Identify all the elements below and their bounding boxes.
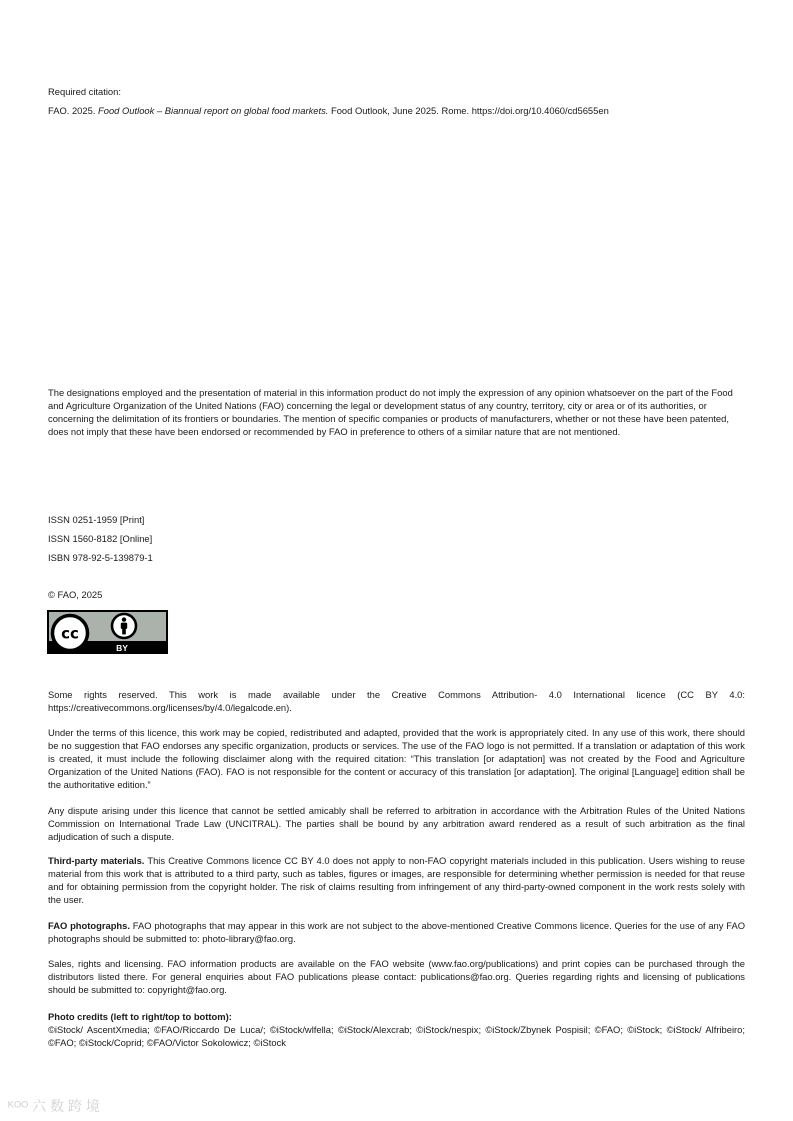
licence-dispute-text: Any dispute arising under this licence that cannot be settled amicably shall be referred to arbitration in accordance with the Arbitration Rules of the United Nations Commission on International Trade Law (UNCITRAL). The parties shall be bound by any arbitration award rendered as a result of such arbitration as the final adjudication of such a dispute. [48,805,745,842]
licence-rights-section [48,688,745,714]
copyright-notice: © FAO, 2025 [48,589,103,600]
fao-photographs-body: FAO photographs that may appear in this work are not subject to the above-mentioned Creative Commons licence. Queries for the use of any FAO photographs should be submitted to: photo-library@fao.org. [48,920,745,944]
identifiers-section [48,513,745,570]
watermark-logo-icon: ᴷᴼᴼ [8,1098,33,1114]
third-party-text [48,854,745,906]
cc-by-label: BY [116,643,128,653]
copyright-section [48,588,745,601]
fao-photographs-label: FAO photographs. [48,920,130,931]
third-party-label: Third-party materials. [48,855,145,866]
fao-photographs-text [48,919,745,945]
third-party-body: This Creative Commons licence CC BY 4.0 does not apply to non-FAO copyright materials included in this publication. Users wishing to reuse material from this work that is attributed to a third party, such as tables, figures or images, are responsible for determining whether permission is needed for that reuse and for obtaining permission from the copyright holder. The risk of claims resulting from infringement of any third-party-owned component in the work rests solely with the user. [48,855,745,905]
fao-photographs-section [48,919,745,945]
photo-credits-section [48,1010,745,1049]
citation-label: Required citation: [48,86,121,97]
licence-terms-text: Under the terms of this licence, this work may be copied, redistributed and adapted, provided that the work is appropriately cited. In any use of this work, there should be no suggestion that FAO endorses any specific organization, products or services. The use of the FAO logo is not permitted. If a translation or adaptation of this work is created, it must include the following disclaimer along with the required citation: “This translation [or adaptation] was not created by the Food and Agriculture Organization of the United Nations (FAO). FAO is not responsible for the content or accuracy of this translation [or adaptation]. The original [Language] edition shall be the authoritative edition.” [48,727,745,790]
photo-credits-label: Photo credits (left to right/top to bottom): [48,1011,232,1022]
citation-title: Food Outlook – Biannual report on global food markets. [98,105,329,116]
watermark [8,1097,100,1115]
licence-terms-section [48,726,745,791]
cc-icon [50,613,90,653]
sales-text: Sales, rights and licensing. FAO information products are available on the FAO website (www.fao.org/publications) and print copies can be purchased through the distributors listed there. For general enquiries about FAO publications please contact: publications@fao.org. Queries regarding rights and licensing of publications should be submitted to: copyright@fao.org. [48,958,745,995]
attribution-person-icon [110,612,138,640]
third-party-section [48,854,745,906]
cc-by-license-badge [47,610,168,654]
citation-prefix: FAO. 2025. [48,105,99,116]
sales-section [48,957,745,996]
citation-text [48,104,745,117]
photo-credits-text: ©iStock/ AscentXmedia; ©FAO/Riccardo De Luca/; ©iStock/wlfella; ©iStock/Alexcrab; ©iStock/nespix; ©iStock/Zbynek Pospisil; ©FAO; ©iStock; ©iStock/ Alfribeiro; ©FAO; ©iStock/Coprid; ©FAO/Victor Sokolowicz; ©iStock [48,1024,745,1048]
disclaimer-section [48,386,738,438]
watermark-text: 六 数 跨 境 [32,1098,100,1114]
svg-text:cc: cc [61,624,79,643]
licence-dispute-section [48,804,745,843]
disclaimer-text: The designations employed and the presentation of material in this information product do not imply the expression of any opinion whatsoever on the part of the Food and Agriculture Organization of the United Nations (FAO) concerning the legal or development status of any country, territory, city or area or of its authorities, or concerning the delimitation of its frontiers or boundaries. The mention of specific companies or products of manufacturers, whether or not these have been patented, does not imply that these have been endorsed or recommended by FAO in preference to others of a similar nature that are not mentioned. [48,387,733,437]
citation-suffix: Food Outlook, June 2025. Rome. https://doi.org/10.4060/cd5655en [328,105,609,116]
licence-rights-text: Some rights reserved. This work is made available under the Creative Commons Attribution- 4.0 International licence (CC BY 4.0: https://creativecommons.org/licenses/by/4.0/legalcode.en). [48,689,745,713]
issn-print: ISSN 0251-1959 [Print] [48,514,145,525]
citation-section [48,85,745,117]
isbn: ISBN 978-92-5-139879-1 [48,552,153,563]
issn-online: ISSN 1560-8182 [Online] [48,533,153,544]
